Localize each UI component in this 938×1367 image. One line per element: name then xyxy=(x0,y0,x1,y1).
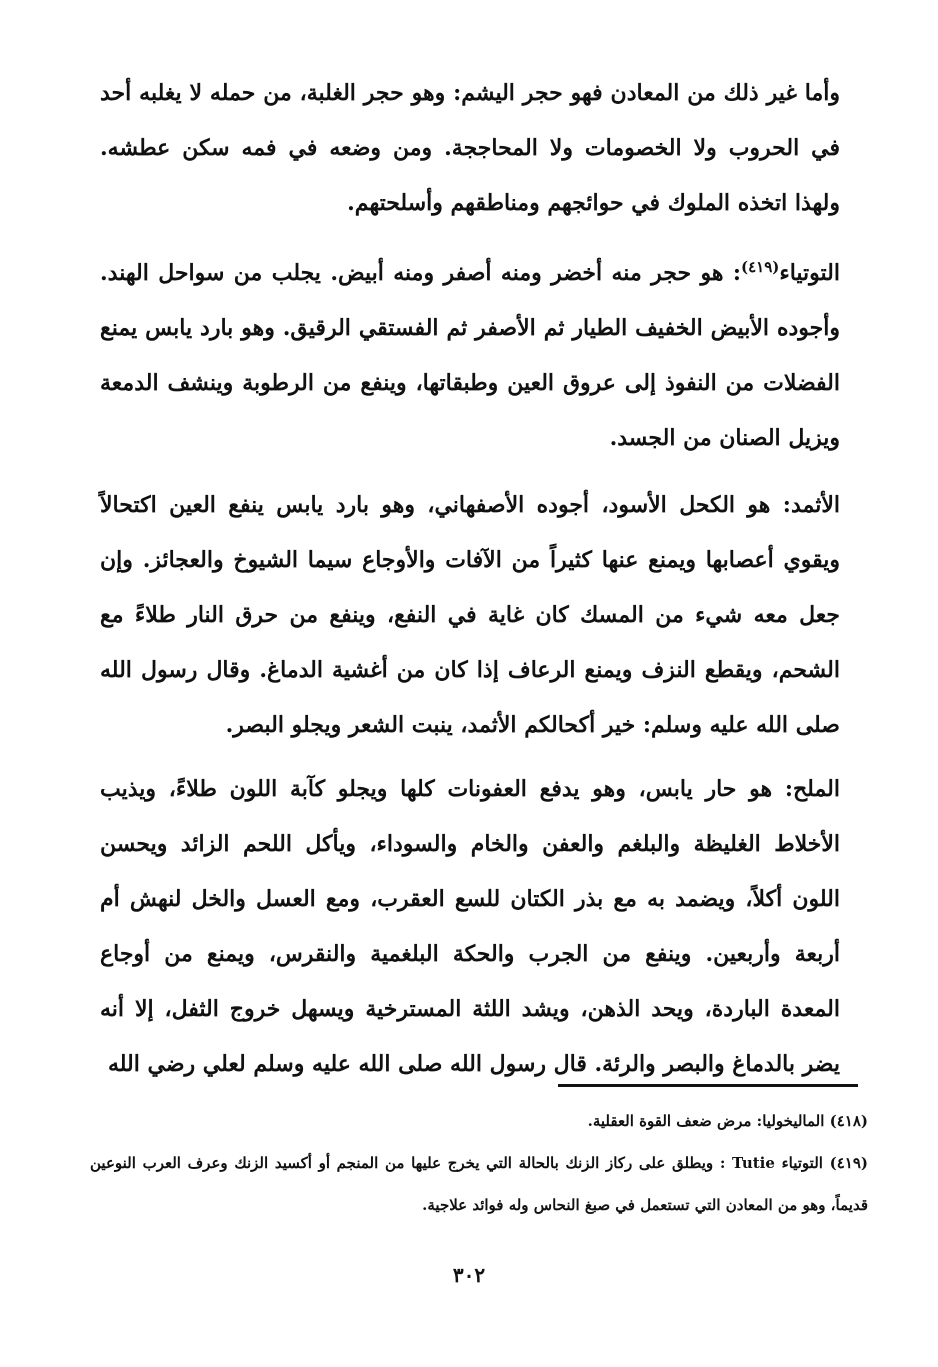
paragraph-text: : هو حار يابس، وهو يدفع العفونات كلها ويجلو كآبة اللون طلاءً، ويذيب الأخلاط الغليظة والبلغم والعفن والخام والسوداء، ويأكل اللحم الزائد ويحسن اللون أكلاً، ويضمد به مع بذر الكتان للسع العقرب، ومع العسل والخل لنهش أم أربعة وأربعين. وينفع من الجرب والحكة البلغمية والنقرس، ويمنع من أوجاع المعدة الباردة، ويحد الذهن، ويشد اللثة المسترخية ويسهل خروج الثفل، إلا أنه يضر بالدماغ والبصر والرئة. قال رسول الله صلى الله عليه وسلم لعلي رضي الله xyxy=(100,776,840,1077)
paragraph-tutty xyxy=(100,246,840,466)
paragraph-text: وأما غير ذلك من المعادن فهو حجر اليشم: وهو حجر الغلبة، من حمله لا يغلبه أحد في الحروب ولا الخصومات ولا المحاججة. ومن وضعه في فمه سكن عطشه. ولهذا اتخذه الملوك في حوائجهم ومناطقهم وأسلحتهم. xyxy=(100,80,840,216)
footnote-419: (٤١٩) التوتياء Tutie : ويطلق على ركاز الزنك بالحالة التي يخرج عليها من المنجم أو أكسيد الزنك وعرف العرب النوعين قديماً، وهو من المعادن التي تستعمل في صبغ النحاس وله فوائد علاجية. xyxy=(90,1154,868,1214)
entry-heading: الملح xyxy=(792,776,840,802)
footnote-separator xyxy=(558,1084,858,1087)
paragraph-text: : هو الكحل الأسود، أجوده الأصفهاني، وهو بارد يابس ينفع العين اكتحالاً ويقوي أعصابها ويمنع عنها كثيراً من الآفات والأوجاع سيما الشيوخ والعجائز. وإن جعل معه شيء من المسك كان غاية في النفع، وينفع من حرق النار طلاءً مع الشحم، ويقطع النزف ويمنع الرعاف إذا كان من أغشية الدماغ. وقال رسول الله صلى الله عليه وسلم: خير أكحالكم الأثمد، ينبت الشعر ويجلو البصر. xyxy=(100,492,840,738)
paragraph-jade xyxy=(100,66,840,231)
footnote-418: (٤١٨) الماليخوليا: مرض ضعف القوة العقلية. xyxy=(587,1112,868,1130)
entry-heading: الأثمد xyxy=(790,492,840,518)
entry-heading: التوتياء xyxy=(779,260,840,286)
paragraph-kohl xyxy=(100,478,840,753)
paragraph-text: : هو حجر منه أخضر ومنه أصفر ومنه أبيض. يجلب من سواحل الهند. وأجوده الأبيض الخفيف الطيار ثم الأصفر ثم الفستقي الرقيق. وهو بارد يابس يمنع الفضلات من النفوذ إلى عروق العين وطبقاتها، وينفع من الرطوبة وينشف الدمعة ويزيل الصنان من الجسد. xyxy=(100,260,840,451)
paragraph-salt xyxy=(100,762,840,1092)
footnotes xyxy=(90,1100,868,1226)
footnote-reference[interactable]: (٤١٩) xyxy=(740,258,780,276)
page-number: ٣٠٢ xyxy=(452,1263,486,1287)
